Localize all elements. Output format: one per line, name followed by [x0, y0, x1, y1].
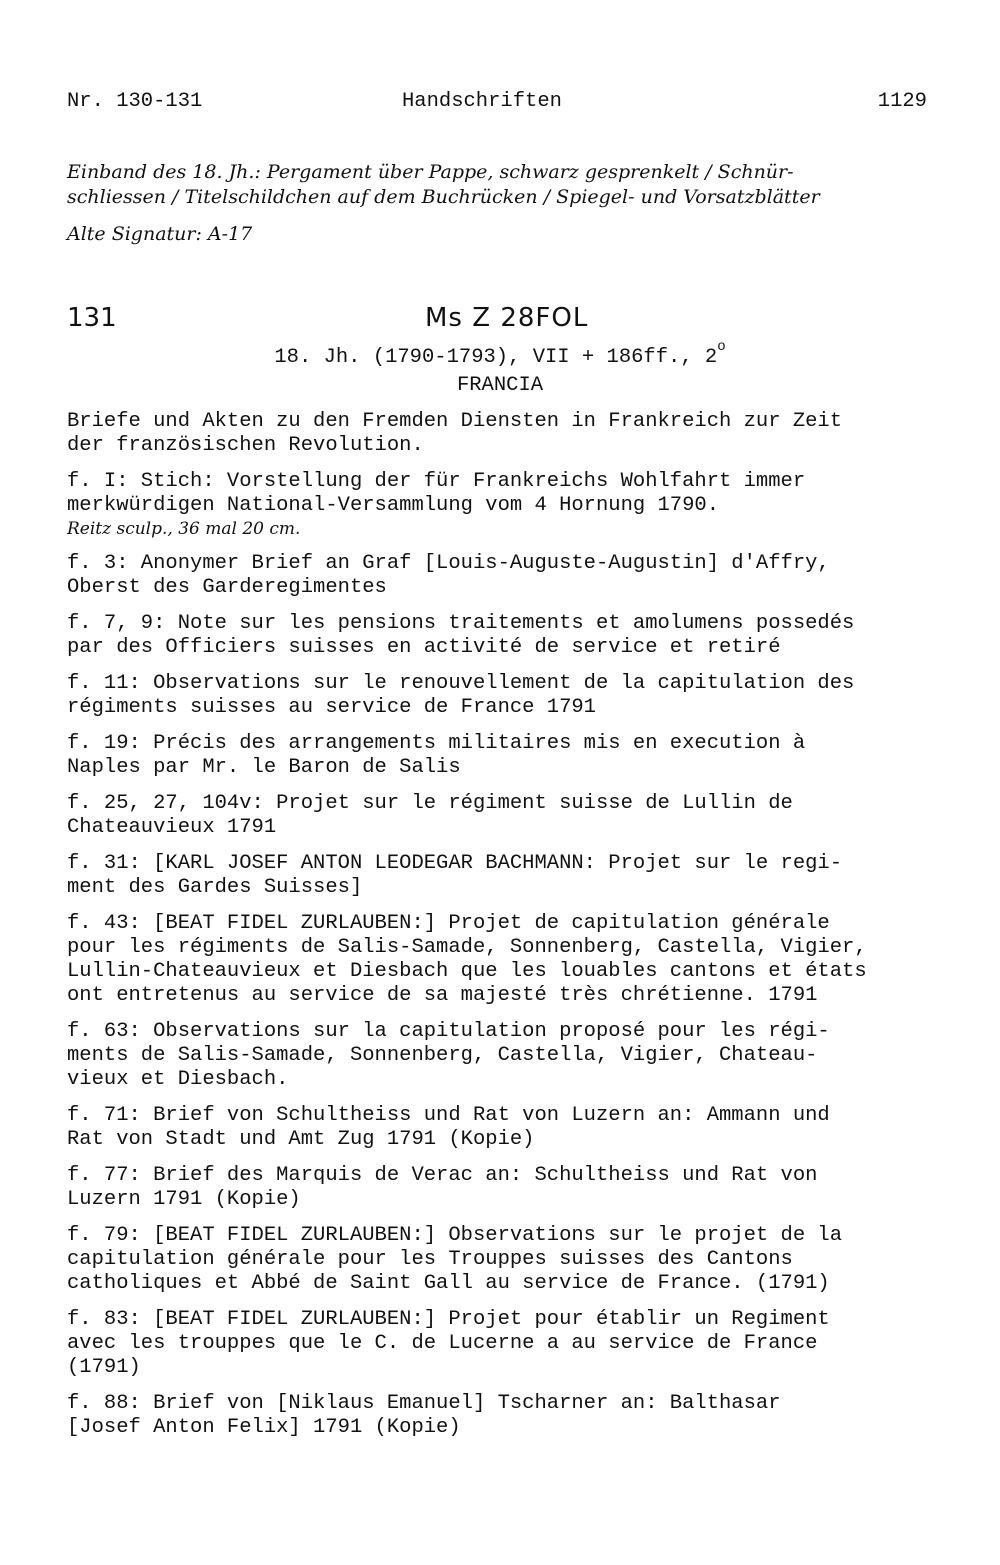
content-line: ont entretenus au service de sa majesté très chrétienne. 1791	[67, 984, 818, 1007]
entry-number: 131	[67, 303, 117, 333]
format-superscript: o	[717, 339, 726, 355]
content-line: Chateauvieux 1791	[67, 816, 277, 839]
content-line: f. 83: [BEAT FIDEL ZURLAUBEN:] Projet pour établir un Regiment	[67, 1308, 830, 1331]
content-item	[67, 912, 947, 1008]
content-item	[67, 732, 947, 780]
content-item	[67, 672, 947, 720]
content-item	[67, 792, 947, 840]
entry-date-line	[0, 339, 1000, 369]
content-item	[67, 552, 947, 600]
content-item	[67, 470, 947, 540]
content-line: f. 7, 9: Note sur les pensions traitements et amolumens possedés	[67, 612, 855, 635]
content-line: Naples par Mr. le Baron de Salis	[67, 756, 461, 779]
content-line: Rat von Stadt und Amt Zug 1791 (Kopie)	[67, 1128, 535, 1151]
content-line: f. 19: Précis des arrangements militaires mis en execution à	[67, 732, 806, 755]
content-line: catholiques et Abbé de Saint Gall au service de France. (1791)	[67, 1272, 830, 1295]
entry-date: 18. Jh. (1790-1793), VII + 186ff., 2	[274, 345, 718, 369]
content-line: f. 63: Observations sur la capitulation proposé pour les régi-	[67, 1020, 830, 1043]
content-item	[67, 1104, 947, 1152]
content-item	[67, 1308, 947, 1380]
content-line: f. 88: Brief von [Niklaus Emanuel] Tscharner an: Balthasar	[67, 1392, 781, 1415]
content-line: ment des Gardes Suisses]	[67, 876, 363, 899]
previous-entry-continuation	[67, 160, 947, 247]
content-line: f. I: Stich: Vorstellung der für Frankreichs Wohlfahrt immer	[67, 470, 806, 493]
engraving-note: Reitz sculp., 36 mal 20 cm.	[67, 519, 301, 539]
content-line: f. 25, 27, 104v: Projet sur le régiment suisse de Lullin de	[67, 792, 793, 815]
content-line: Oberst des Garderegimentes	[67, 576, 387, 599]
content-line: f. 11: Observations sur le renouvellement de la capitulation des	[67, 672, 855, 695]
content-line: f. 31: [KARL JOSEF ANTON LEODEGAR BACHMANN: Projet sur le regi-	[67, 852, 843, 875]
content-item	[67, 852, 947, 900]
content-item	[67, 1224, 947, 1296]
running-header	[67, 90, 927, 116]
content-line: vieux et Diesbach.	[67, 1068, 289, 1091]
content-item	[67, 410, 947, 458]
content-line: f. 77: Brief des Marquis de Verac an: Schultheiss und Rat von	[67, 1164, 818, 1187]
content-line: [Josef Anton Felix] 1791 (Kopie)	[67, 1416, 461, 1439]
content-line: merkwürdigen National-Versammlung vom 4 Hornung 1790.	[67, 494, 720, 517]
old-signature: Alte Signatur: A-17	[67, 223, 253, 245]
content-item	[67, 1164, 947, 1212]
content-line: régiments suisses au service de France 1791	[67, 696, 596, 719]
content-line: Briefe und Akten zu den Fremden Diensten in Frankreich zur Zeit	[67, 410, 843, 433]
binding-line-2: schliessen / Titelschildchen auf dem Buchrücken / Spiegel- und Vorsatzblätter	[67, 186, 820, 208]
content-item	[67, 1020, 947, 1092]
shelfmark: Ms Z 28FOL	[425, 303, 589, 333]
binding-line-1: Einband des 18. Jh.: Pergament über Pappe, schwarz gesprenkelt / Schnür-	[67, 161, 794, 183]
content-line: capitulation générale pour les Trouppes suisses des Cantons	[67, 1248, 793, 1271]
content-line: der französischen Revolution.	[67, 434, 424, 457]
header-section-title: Handschriften	[402, 90, 562, 113]
content-item	[67, 612, 947, 660]
content-line: Luzern 1791 (Kopie)	[67, 1188, 301, 1211]
header-entry-range: Nr. 130-131	[67, 90, 203, 113]
content-line: (1791)	[67, 1356, 141, 1379]
entry-contents	[67, 410, 947, 1452]
content-line: f. 43: [BEAT FIDEL ZURLAUBEN:] Projet de capitulation générale	[67, 912, 830, 935]
content-line: f. 71: Brief von Schultheiss und Rat von Luzern an: Ammann und	[67, 1104, 830, 1127]
content-line: Lullin-Chateauvieux et Diesbach que les louables cantons et états	[67, 960, 867, 983]
content-line: ments de Salis-Samade, Sonnenberg, Castella, Vigier, Chateau-	[67, 1044, 818, 1067]
page-number: 1129	[877, 90, 927, 113]
content-line: par des Officiers suisses en activité de service et retiré	[67, 636, 781, 659]
content-line: pour les régiments de Salis-Samade, Sonnenberg, Castella, Vigier,	[67, 936, 867, 959]
content-item	[67, 1392, 947, 1440]
content-line: f. 79: [BEAT FIDEL ZURLAUBEN:] Observations sur le projet de la	[67, 1224, 843, 1247]
content-line: avec les trouppes que le C. de Lucerne a au service de France	[67, 1332, 818, 1355]
content-line: f. 3: Anonymer Brief an Graf [Louis-Auguste-Augustin] d'Affry,	[67, 552, 830, 575]
entry-title: FRANCIA	[456, 374, 544, 397]
